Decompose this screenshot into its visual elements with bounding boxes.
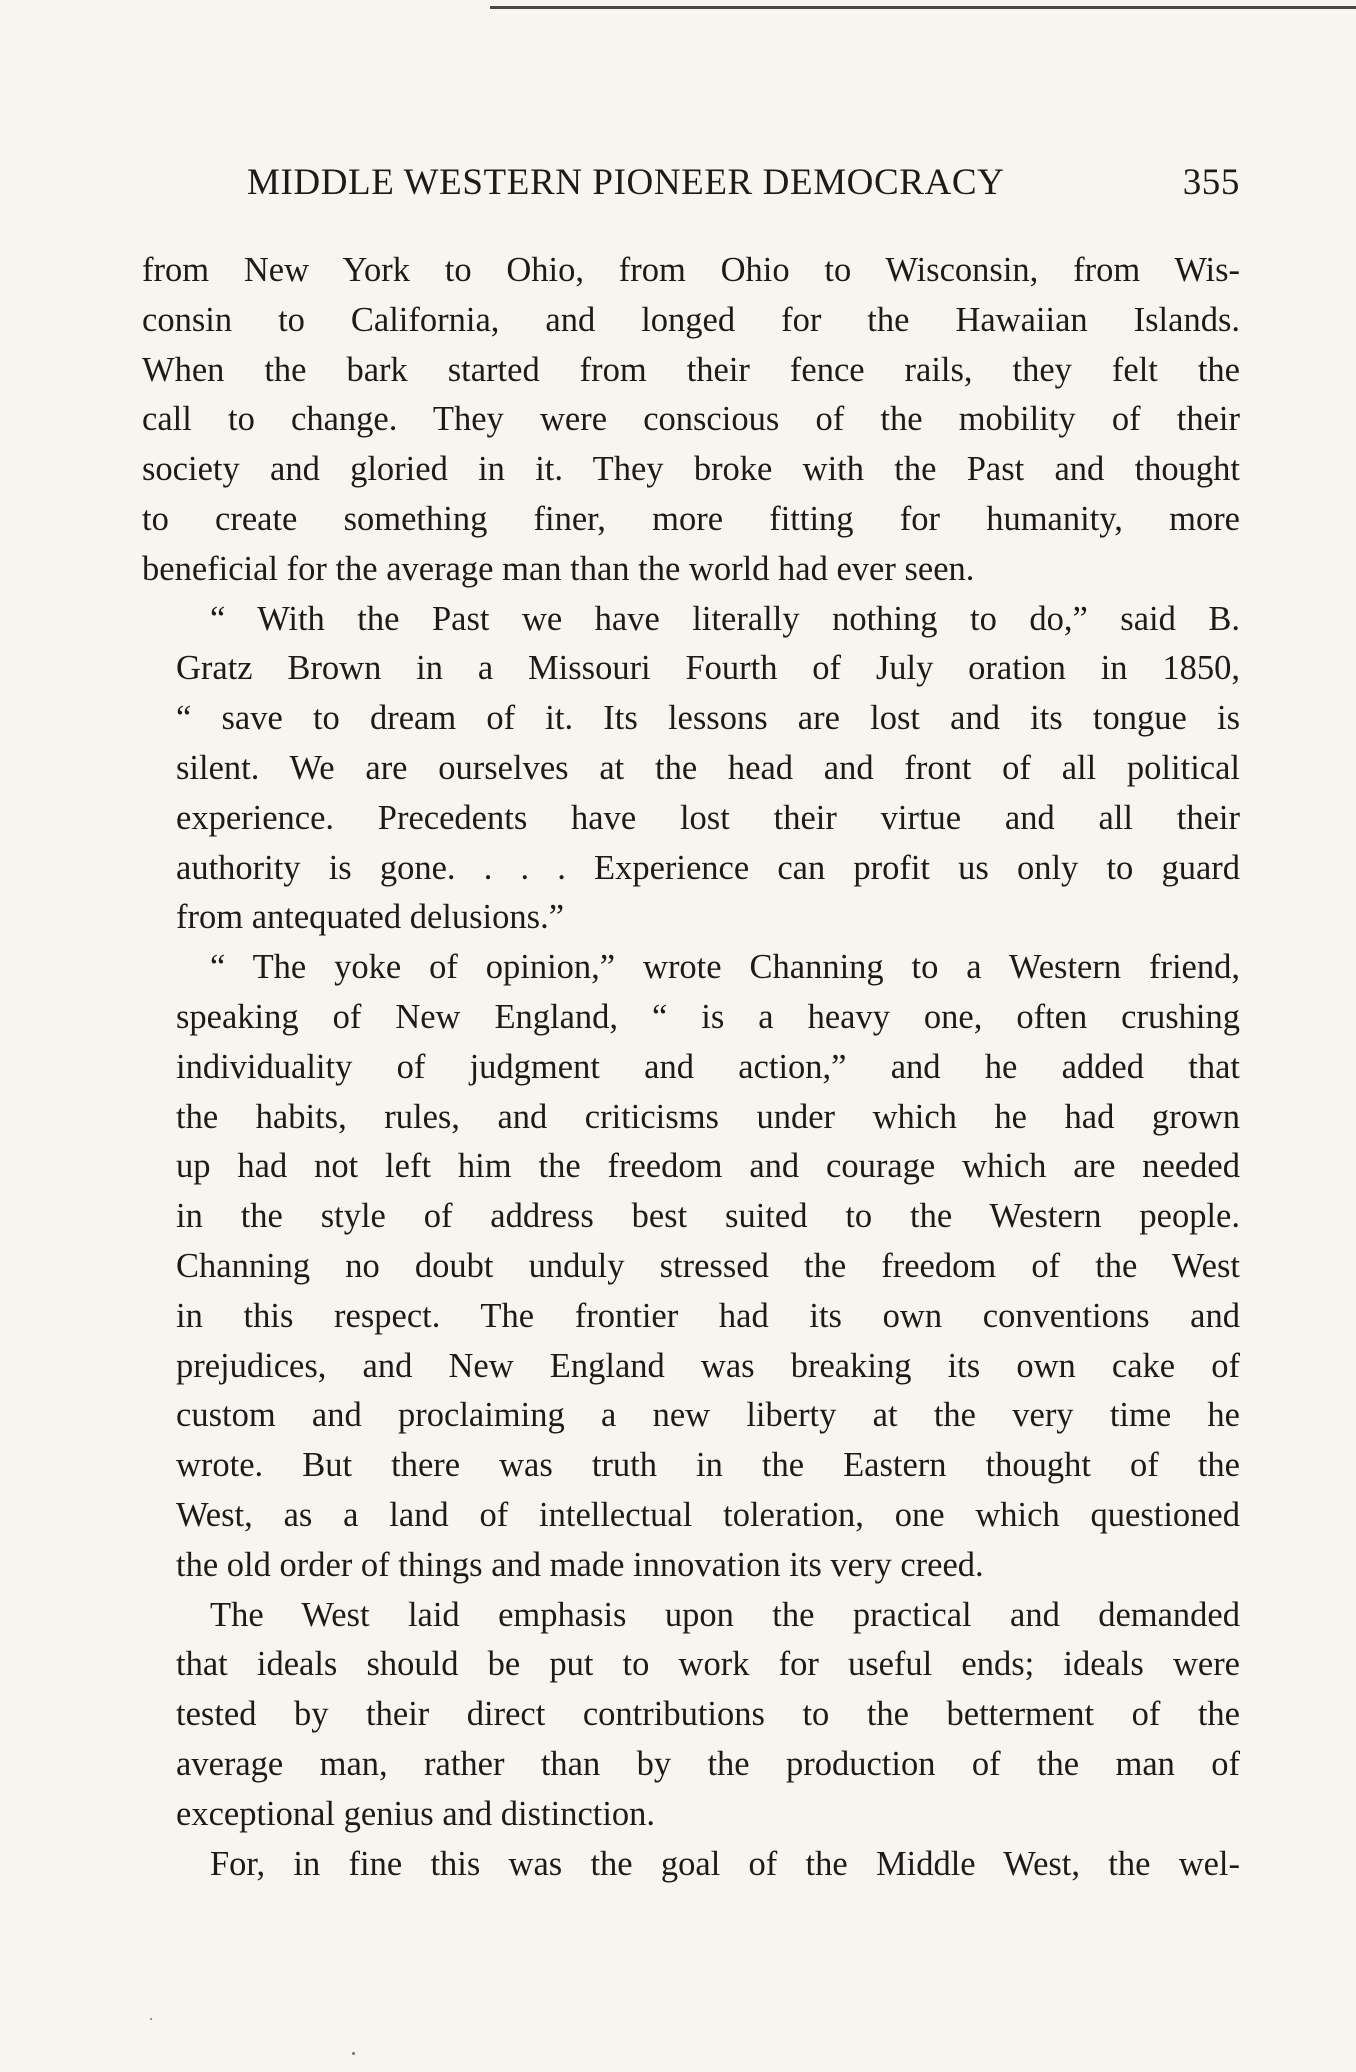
text-line: the old order of things and made innovation its very creed.: [176, 1545, 984, 1584]
text-line: the habits, rules, and criticisms under which he had grown: [176, 1097, 1240, 1136]
paragraph: [142, 943, 1240, 1590]
text-line: from antequated delusions.”: [176, 898, 565, 937]
text-line: authority is gone. . . . Experience can profit us only to guard: [176, 848, 1240, 887]
text-line: in the style of address best suited to the Western people.: [176, 1197, 1240, 1236]
text-line: tested by their direct contributions to the betterment of the: [176, 1695, 1240, 1734]
text-line: speaking of New England, “ is a heavy one, often crushing: [176, 997, 1240, 1036]
text-line: Gratz Brown in a Missouri Fourth of July oration in 1850,: [176, 649, 1240, 688]
speck-mark: [150, 2018, 152, 2020]
text-line: individuality of judgment and action,” and he added that: [176, 1047, 1240, 1086]
text-line: in this respect. The frontier had its own conventions and: [176, 1296, 1240, 1335]
paragraph: [142, 1840, 1240, 1890]
paragraph: [142, 246, 1240, 595]
text-line: call to change. They were conscious of the mobility of their: [142, 400, 1240, 439]
text-line: average man, rather than by the production of the man of: [176, 1744, 1240, 1783]
text-line: experience. Precedents have lost their virtue and all their: [176, 798, 1240, 837]
text-line: Channing no doubt unduly stressed the freedom of the West: [176, 1246, 1240, 1285]
body-text: [142, 246, 1240, 1889]
text-line: up had not left him the freedom and courage which are needed: [176, 1147, 1240, 1186]
paragraph: [142, 595, 1240, 944]
running-head-title: MIDDLE WESTERN PIONEER DEMOCRACY: [247, 162, 1005, 203]
text-line: The West laid emphasis upon the practical and demanded: [210, 1595, 1240, 1634]
text-line: beneficial for the average man than the world had ever seen.: [142, 549, 975, 588]
text-line: exceptional genius and distinction.: [176, 1794, 656, 1833]
text-line: silent. We are ourselves at the head and front of all political: [176, 748, 1240, 787]
text-line: from New York to Ohio, from Ohio to Wisconsin, from Wis-: [142, 251, 1240, 289]
text-line: consin to California, and longed for the Hawaiian Islands.: [142, 300, 1240, 339]
top-rule: [490, 6, 1356, 9]
text-line: When the bark started from their fence rails, they felt the: [142, 350, 1240, 389]
text-line: “ The yoke of opinion,” wrote Channing to a Western friend,: [210, 948, 1240, 987]
text-line: prejudices, and New England was breaking its own cake of: [176, 1346, 1240, 1385]
speck-mark: [352, 2052, 355, 2055]
text-line: For, in fine this was the goal of the Middle West, the wel-: [210, 1844, 1240, 1883]
text-line: custom and proclaiming a new liberty at the very time he: [176, 1396, 1240, 1435]
paragraph: [142, 1591, 1240, 1840]
text-line: to create something finer, more fitting for humanity, more: [142, 499, 1240, 538]
running-head: [247, 158, 1240, 208]
page-number: 355: [1182, 162, 1240, 203]
text-line: society and gloried in it. They broke with the Past and thought: [142, 450, 1240, 489]
book-page: [142, 158, 1240, 1889]
text-line: “ save to dream of it. Its lessons are lost and its tongue is: [176, 699, 1240, 738]
text-line: wrote. But there was truth in the Eastern thought of the: [176, 1446, 1240, 1485]
text-line: West, as a land of intellectual toleration, one which questioned: [176, 1495, 1240, 1534]
text-line: that ideals should be put to work for useful ends; ideals were: [176, 1645, 1240, 1684]
text-line: “ With the Past we have literally nothing to do,” said B.: [210, 599, 1240, 638]
